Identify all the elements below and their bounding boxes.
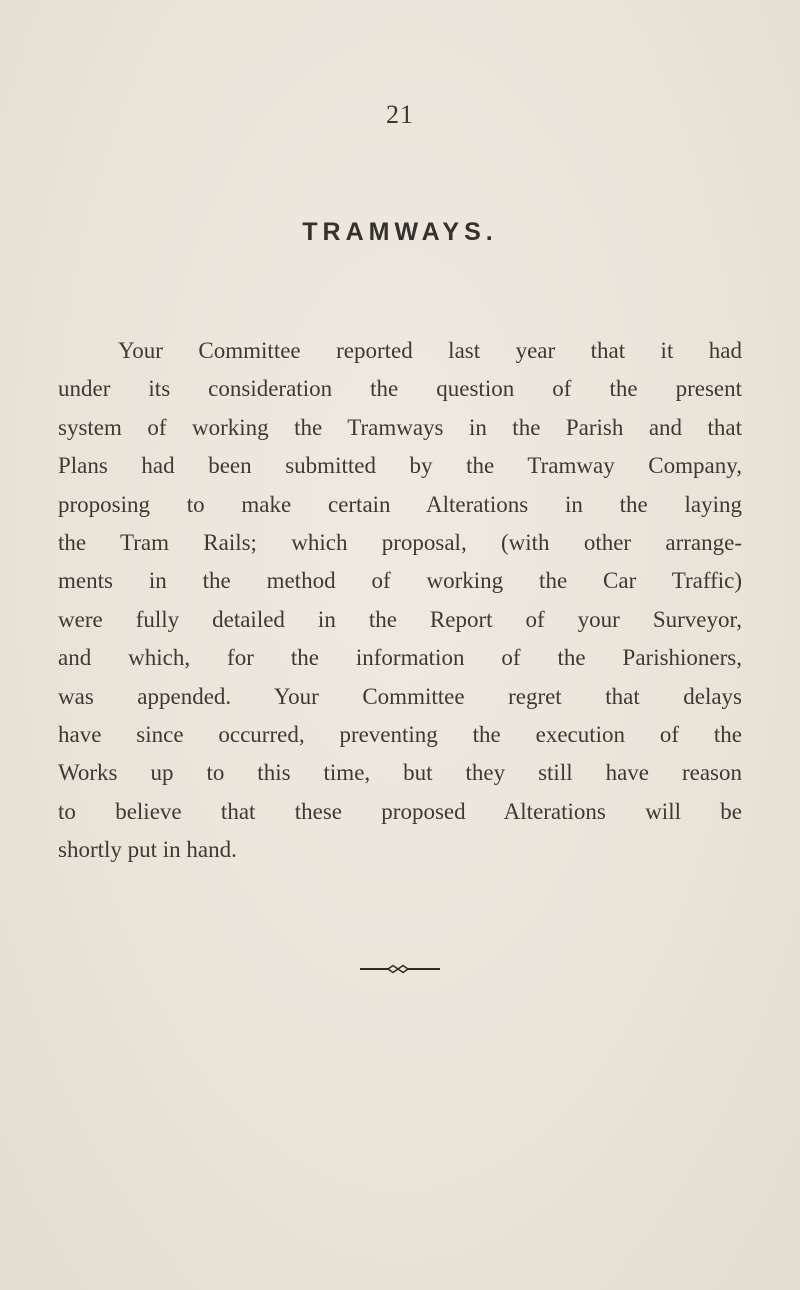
paragraph-line: was appended. Your Committee regret that delays [58, 683, 742, 709]
page-number: 21 [386, 100, 414, 129]
section-heading: TRAMWAYS. [302, 218, 498, 246]
paragraph-line: shortly put in hand. [58, 837, 237, 863]
paragraph-line: Your Committee reported last year that it had [118, 338, 742, 363]
paragraph-line: to believe that these proposed Alterations will be [58, 798, 742, 824]
divider-ornament-icon [358, 963, 442, 975]
paragraph-line: the Tram Rails; which proposal, (with other arrange- [58, 530, 742, 556]
paragraph-line: were fully detailed in the Report of your Surveyor, [58, 606, 742, 632]
paragraph-line: Plans had been submitted by the Tramway Company, [58, 453, 742, 479]
body-paragraph [58, 332, 742, 870]
paragraph-line: proposing to make certain Alterations in the laying [58, 491, 742, 517]
paragraph-line: and which, for the information of the Parishioners, [58, 645, 742, 671]
paragraph-line: ments in the method of working the Car Traffic) [58, 568, 742, 594]
paragraph-line: Works up to this time, but they still have reason [58, 760, 742, 786]
paragraph-line: system of working the Tramways in the Parish and that [58, 414, 742, 440]
paragraph-line: have since occurred, preventing the execution of the [58, 722, 742, 748]
paragraph-line: under its consideration the question of the present [58, 376, 742, 402]
